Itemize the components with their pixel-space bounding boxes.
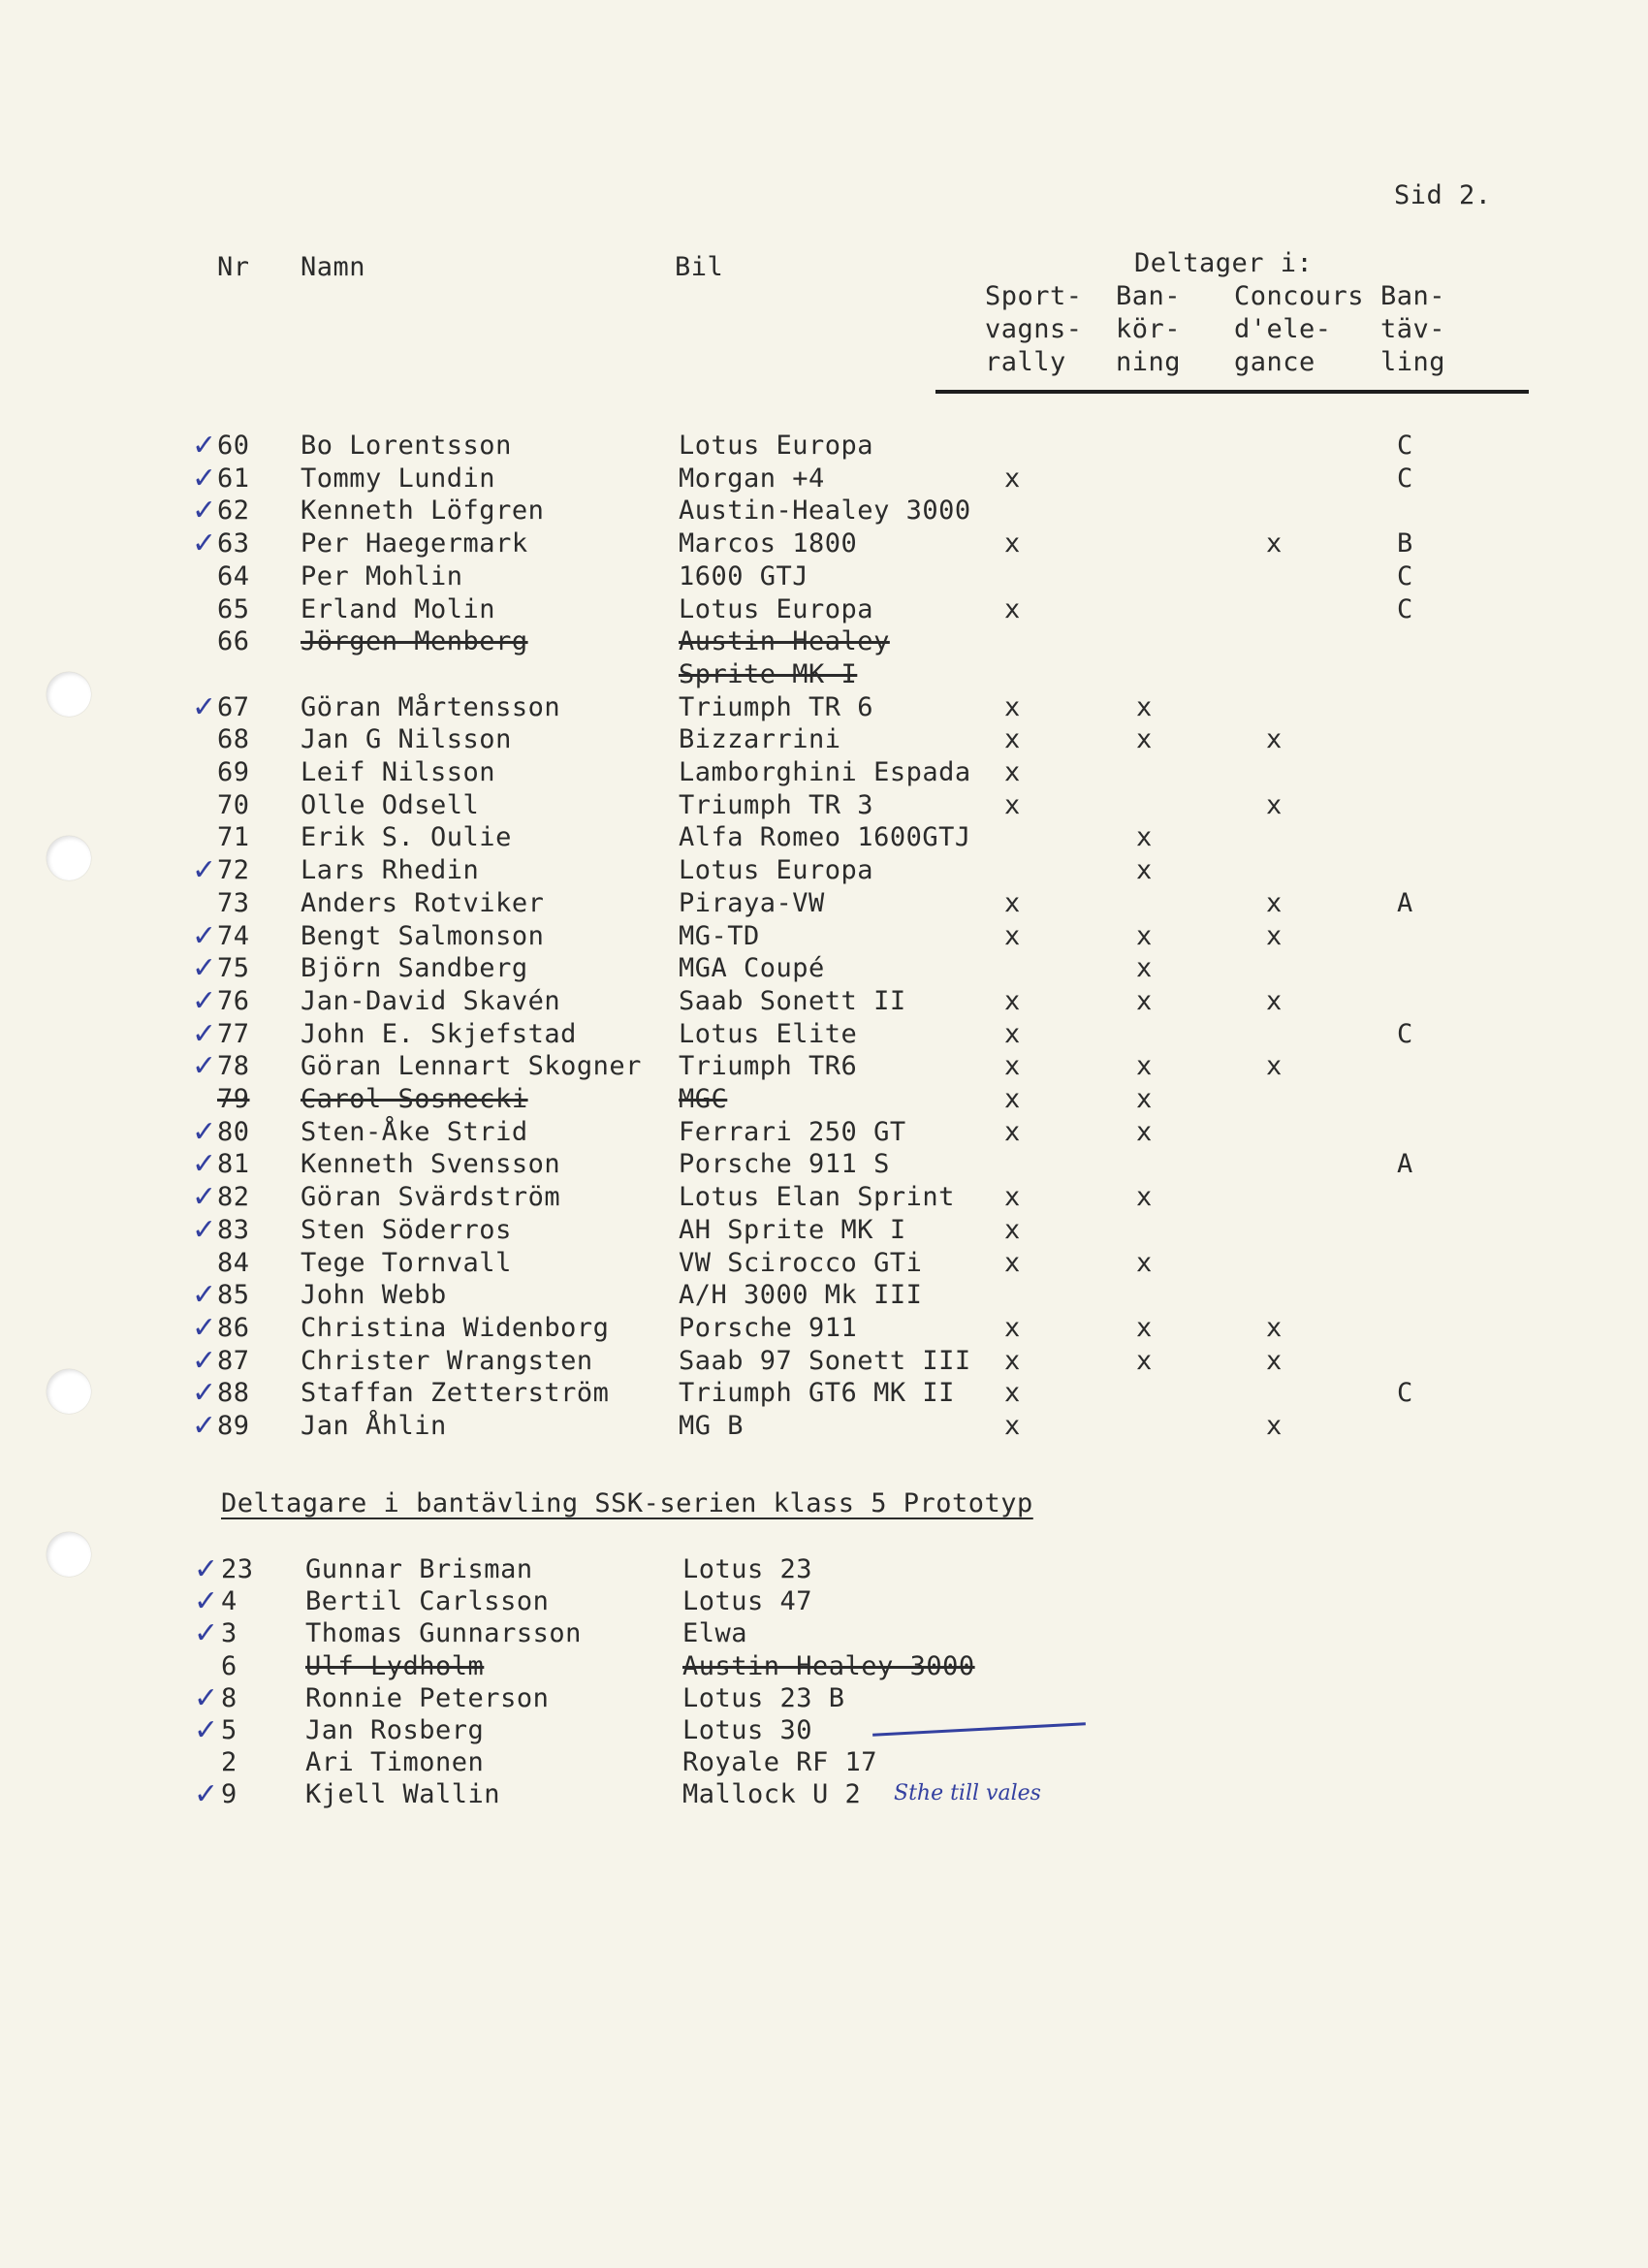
checkmark-icon: ✓ xyxy=(194,1713,219,1747)
proto-name: Ari Timonen xyxy=(305,1747,485,1778)
proto-name: Ronnie Peterson xyxy=(305,1682,550,1713)
row-nr: 64 xyxy=(217,560,250,591)
row-name: Göran Svärdström xyxy=(301,1182,561,1213)
proto-nr: 5 xyxy=(221,1715,238,1745)
row-name: Göran Mårtensson xyxy=(301,691,561,722)
row-name: Erik S. Oulie xyxy=(301,822,512,853)
proto-nr: 3 xyxy=(221,1618,238,1649)
row-name: Carol Sosnecki xyxy=(301,1084,528,1114)
row-nr: 71 xyxy=(217,822,250,853)
row-name: Sten-Åke Strid xyxy=(301,1116,528,1147)
mark-sportvagnsrally: x xyxy=(1004,1247,1021,1278)
mark-bankorning: x xyxy=(1136,1084,1153,1114)
row-car: Porsche 911 S xyxy=(679,1149,890,1180)
proto-car: Lotus 23 xyxy=(682,1554,813,1584)
row-name: Anders Rotviker xyxy=(301,887,545,918)
row-name: Tege Tornvall xyxy=(301,1247,512,1278)
header-sportvagnsrally-1: Sport- xyxy=(985,281,1083,311)
header-nr: Nr xyxy=(217,252,250,282)
row-nr: 66 xyxy=(217,626,250,657)
row-name: John E. Skjefstad xyxy=(301,1018,577,1049)
proto-car: Lotus 47 xyxy=(682,1586,813,1617)
checkmark-icon: ✓ xyxy=(192,1212,217,1247)
row-car: MGA Coupé xyxy=(679,953,825,984)
mark-concours: x xyxy=(1266,528,1283,559)
row-nr: 69 xyxy=(217,757,250,787)
header-concours-2: d'ele- xyxy=(1234,314,1332,344)
proto-nr: 23 xyxy=(221,1554,254,1584)
mark-concours: x xyxy=(1266,724,1283,755)
mark-sportvagnsrally: x xyxy=(1004,1051,1021,1082)
mark-sportvagnsrally: x xyxy=(1004,985,1021,1016)
proto-nr: 9 xyxy=(221,1779,238,1810)
row-name: Leif Nilsson xyxy=(301,757,496,787)
checkmark-icon: ✓ xyxy=(192,1343,217,1378)
row-nr: 89 xyxy=(217,1411,250,1441)
row-car: Austin-Healey xyxy=(679,626,890,657)
mark-bantavling: C xyxy=(1397,1378,1413,1409)
handwritten-note: Sthe till vales xyxy=(894,1781,1041,1806)
row-name: Jan G Nilsson xyxy=(301,724,512,755)
checkmark-icon: ✓ xyxy=(194,1680,219,1715)
row-car: Lamborghini Espada xyxy=(679,757,971,787)
row-car: A/H 3000 Mk III xyxy=(679,1280,923,1311)
row-car: AH Sprite MK I xyxy=(679,1214,906,1245)
row-name: Björn Sandberg xyxy=(301,953,528,984)
proto-car: Lotus 30 xyxy=(682,1715,813,1745)
mark-bankorning: x xyxy=(1136,1051,1153,1082)
mark-bantavling: B xyxy=(1397,528,1413,559)
section-title: Deltagare i bantävling SSK-serien klass 5 Prototyp xyxy=(221,1488,1033,1518)
handwritten-scribble xyxy=(872,1722,1086,1737)
row-nr: 75 xyxy=(217,953,250,984)
row-nr: 87 xyxy=(217,1345,250,1376)
proto-nr: 2 xyxy=(221,1747,238,1778)
row-car: Triumph TR6 xyxy=(679,1051,858,1082)
checkmark-icon: ✓ xyxy=(192,1114,217,1149)
punch-hole xyxy=(47,836,91,880)
row-nr: 70 xyxy=(217,789,250,820)
checkmark-icon: ✓ xyxy=(194,1584,219,1619)
mark-sportvagnsrally: x xyxy=(1004,1345,1021,1376)
mark-sportvagnsrally: x xyxy=(1004,1214,1021,1245)
row-nr: 82 xyxy=(217,1182,250,1213)
mark-concours: x xyxy=(1266,920,1283,951)
header-bantavling-3: ling xyxy=(1380,347,1446,377)
mark-sportvagnsrally: x xyxy=(1004,789,1021,820)
mark-bantavling: A xyxy=(1397,887,1413,918)
header-bankorning-1: Ban- xyxy=(1116,281,1182,311)
checkmark-icon: ✓ xyxy=(192,853,217,888)
mark-concours: x xyxy=(1266,985,1283,1016)
mark-concours: x xyxy=(1266,1411,1283,1441)
mark-bankorning: x xyxy=(1136,855,1153,886)
checkmark-icon: ✓ xyxy=(194,1552,219,1586)
row-nr: 85 xyxy=(217,1280,250,1311)
mark-bankorning: x xyxy=(1136,953,1153,984)
proto-name: Kjell Wallin xyxy=(305,1779,501,1810)
row-nr: 79 xyxy=(217,1084,250,1114)
mark-concours: x xyxy=(1266,1312,1283,1343)
row-nr: 86 xyxy=(217,1312,250,1343)
checkmark-icon: ✓ xyxy=(192,1147,217,1182)
mark-sportvagnsrally: x xyxy=(1004,1182,1021,1213)
checkmark-icon: ✓ xyxy=(192,1180,217,1215)
mark-bantavling: C xyxy=(1397,463,1413,494)
row-car: MGC xyxy=(679,1084,728,1114)
page-label: Sid 2. xyxy=(1394,180,1492,210)
row-name: Tommy Lundin xyxy=(301,463,496,494)
row-name: Christer Wrangsten xyxy=(301,1345,593,1376)
header-deltager: Deltager i: xyxy=(1134,248,1314,278)
row-car: Morgan +4 xyxy=(679,463,825,494)
proto-car: Lotus 23 B xyxy=(682,1682,845,1713)
row-nr: 84 xyxy=(217,1247,250,1278)
header-bankorning-3: ning xyxy=(1116,347,1182,377)
row-car: Triumph TR 6 xyxy=(679,691,874,722)
mark-sportvagnsrally: x xyxy=(1004,724,1021,755)
mark-concours: x xyxy=(1266,1051,1283,1082)
row-nr: 72 xyxy=(217,855,250,886)
row-car: Marcos 1800 xyxy=(679,528,858,559)
header-bantavling-1: Ban- xyxy=(1380,281,1446,311)
row-nr: 63 xyxy=(217,528,250,559)
mark-bankorning: x xyxy=(1136,920,1153,951)
mark-sportvagnsrally: x xyxy=(1004,691,1021,722)
row-car: Lotus Europa xyxy=(679,431,874,461)
checkmark-icon: ✓ xyxy=(192,918,217,953)
row-car: Lotus Europa xyxy=(679,855,874,886)
mark-sportvagnsrally: x xyxy=(1004,1411,1021,1441)
row-car: Saab Sonett II xyxy=(679,985,906,1016)
row-car: Bizzarrini xyxy=(679,724,841,755)
row-nr: 60 xyxy=(217,431,250,461)
checkmark-icon: ✓ xyxy=(192,527,217,561)
header-rule xyxy=(935,390,1529,394)
row-nr: 73 xyxy=(217,887,250,918)
row-nr: 67 xyxy=(217,691,250,722)
checkmark-icon: ✓ xyxy=(192,689,217,724)
checkmark-icon: ✓ xyxy=(192,1409,217,1443)
row-name: Per Haegermark xyxy=(301,528,528,559)
checkmark-icon: ✓ xyxy=(192,1310,217,1345)
row-name: Bo Lorentsson xyxy=(301,431,512,461)
proto-name: Gunnar Brisman xyxy=(305,1554,533,1584)
mark-bankorning: x xyxy=(1136,724,1153,755)
header-bankorning-2: kör- xyxy=(1116,314,1182,344)
mark-bantavling: C xyxy=(1397,1018,1413,1049)
mark-sportvagnsrally: x xyxy=(1004,593,1021,624)
checkmark-icon: ✓ xyxy=(192,1049,217,1084)
mark-sportvagnsrally: x xyxy=(1004,1378,1021,1409)
mark-sportvagnsrally: x xyxy=(1004,1084,1021,1114)
mark-bantavling: C xyxy=(1397,431,1413,461)
proto-name: Bertil Carlsson xyxy=(305,1586,550,1617)
proto-car: Elwa xyxy=(682,1618,748,1649)
checkmark-icon: ✓ xyxy=(194,1616,219,1651)
row-car-line2: Sprite MK I xyxy=(679,658,858,689)
mark-sportvagnsrally: x xyxy=(1004,528,1021,559)
mark-bankorning: x xyxy=(1136,1116,1153,1147)
proto-car: Austin-Healey 3000 xyxy=(682,1650,975,1681)
checkmark-icon: ✓ xyxy=(192,1376,217,1411)
row-nr: 61 xyxy=(217,463,250,494)
row-car: Triumph TR 3 xyxy=(679,789,874,820)
mark-bantavling: A xyxy=(1397,1149,1413,1180)
row-name: Jan Åhlin xyxy=(301,1411,447,1441)
header-bil: Bil xyxy=(675,252,724,282)
row-car: Austin-Healey 3000 xyxy=(679,495,971,527)
row-name: John Webb xyxy=(301,1280,447,1311)
row-car: Lotus Elan Sprint xyxy=(679,1182,955,1213)
row-name: Staffan Zetterström xyxy=(301,1378,610,1409)
row-name: Kenneth Löfgren xyxy=(301,495,545,527)
row-name: Jan-David Skavén xyxy=(301,985,561,1016)
checkmark-icon: ✓ xyxy=(192,1016,217,1051)
mark-sportvagnsrally: x xyxy=(1004,757,1021,787)
row-car: MG B xyxy=(679,1411,745,1441)
checkmark-icon: ✓ xyxy=(192,1278,217,1313)
header-sportvagnsrally-3: rally xyxy=(985,347,1066,377)
mark-concours: x xyxy=(1266,789,1283,820)
row-car: Piraya-VW xyxy=(679,887,825,918)
row-nr: 80 xyxy=(217,1116,250,1147)
mark-concours: x xyxy=(1266,1345,1283,1376)
punch-hole xyxy=(47,1532,91,1577)
checkmark-icon: ✓ xyxy=(192,951,217,986)
proto-car: Royale RF 17 xyxy=(682,1747,878,1778)
row-nr: 65 xyxy=(217,593,250,624)
row-car: VW Scirocco GTi xyxy=(679,1247,923,1278)
mark-concours: x xyxy=(1266,887,1283,918)
proto-car: Mallock U 2 xyxy=(682,1779,862,1810)
row-name: Lars Rhedin xyxy=(301,855,480,886)
header-sportvagnsrally-2: vagns- xyxy=(985,314,1083,344)
row-name: Erland Molin xyxy=(301,593,496,624)
row-car: Lotus Europa xyxy=(679,593,874,624)
mark-sportvagnsrally: x xyxy=(1004,887,1021,918)
row-nr: 81 xyxy=(217,1149,250,1180)
punch-hole xyxy=(47,1369,91,1414)
row-name: Per Mohlin xyxy=(301,560,463,591)
row-name: Göran Lennart Skogner xyxy=(301,1051,642,1082)
mark-bankorning: x xyxy=(1136,985,1153,1016)
mark-bankorning: x xyxy=(1136,1182,1153,1213)
proto-name: Jan Rosberg xyxy=(305,1715,485,1745)
row-nr: 83 xyxy=(217,1214,250,1245)
checkmark-icon: ✓ xyxy=(192,494,217,528)
proto-nr: 6 xyxy=(221,1650,238,1681)
mark-bankorning: x xyxy=(1136,1312,1153,1343)
row-nr: 78 xyxy=(217,1051,250,1082)
mark-sportvagnsrally: x xyxy=(1004,463,1021,494)
row-nr: 68 xyxy=(217,724,250,755)
proto-nr: 8 xyxy=(221,1682,238,1713)
proto-name: Thomas Gunnarsson xyxy=(305,1618,582,1649)
row-name: Olle Odsell xyxy=(301,789,480,820)
checkmark-icon: ✓ xyxy=(194,1777,219,1812)
row-car: Ferrari 250 GT xyxy=(679,1116,906,1147)
mark-sportvagnsrally: x xyxy=(1004,920,1021,951)
row-name: Sten Söderros xyxy=(301,1214,512,1245)
row-nr: 76 xyxy=(217,985,250,1016)
checkmark-icon: ✓ xyxy=(192,461,217,495)
mark-sportvagnsrally: x xyxy=(1004,1116,1021,1147)
row-car: MG-TD xyxy=(679,920,760,951)
row-name: Christina Widenborg xyxy=(301,1312,610,1343)
proto-nr: 4 xyxy=(221,1586,238,1617)
row-nr: 62 xyxy=(217,495,250,527)
mark-bankorning: x xyxy=(1136,822,1153,853)
header-namn: Namn xyxy=(301,252,366,282)
row-car: Saab 97 Sonett III xyxy=(679,1345,971,1376)
header-bantavling-2: täv- xyxy=(1380,314,1446,344)
row-car: Porsche 911 xyxy=(679,1312,858,1343)
mark-bantavling: C xyxy=(1397,593,1413,624)
row-nr: 88 xyxy=(217,1378,250,1409)
header-concours-1: Concours xyxy=(1234,281,1365,311)
mark-bankorning: x xyxy=(1136,691,1153,722)
row-name: Kenneth Svensson xyxy=(301,1149,561,1180)
row-car: Alfa Romeo 1600GTJ xyxy=(679,822,971,853)
mark-bankorning: x xyxy=(1136,1345,1153,1376)
row-car: 1600 GTJ xyxy=(679,560,809,591)
mark-sportvagnsrally: x xyxy=(1004,1018,1021,1049)
mark-sportvagnsrally: x xyxy=(1004,1312,1021,1343)
row-car: Triumph GT6 MK II xyxy=(679,1378,955,1409)
proto-name: Ulf Lydholm xyxy=(305,1650,485,1681)
mark-bantavling: C xyxy=(1397,560,1413,591)
row-name: Jörgen Menberg xyxy=(301,626,528,657)
checkmark-icon: ✓ xyxy=(192,983,217,1018)
checkmark-icon: ✓ xyxy=(192,429,217,463)
row-car: Lotus Elite xyxy=(679,1018,858,1049)
row-nr: 77 xyxy=(217,1018,250,1049)
row-nr: 74 xyxy=(217,920,250,951)
mark-bankorning: x xyxy=(1136,1247,1153,1278)
punch-hole xyxy=(47,672,91,717)
header-concours-3: gance xyxy=(1234,347,1315,377)
row-name: Bengt Salmonson xyxy=(301,920,545,951)
